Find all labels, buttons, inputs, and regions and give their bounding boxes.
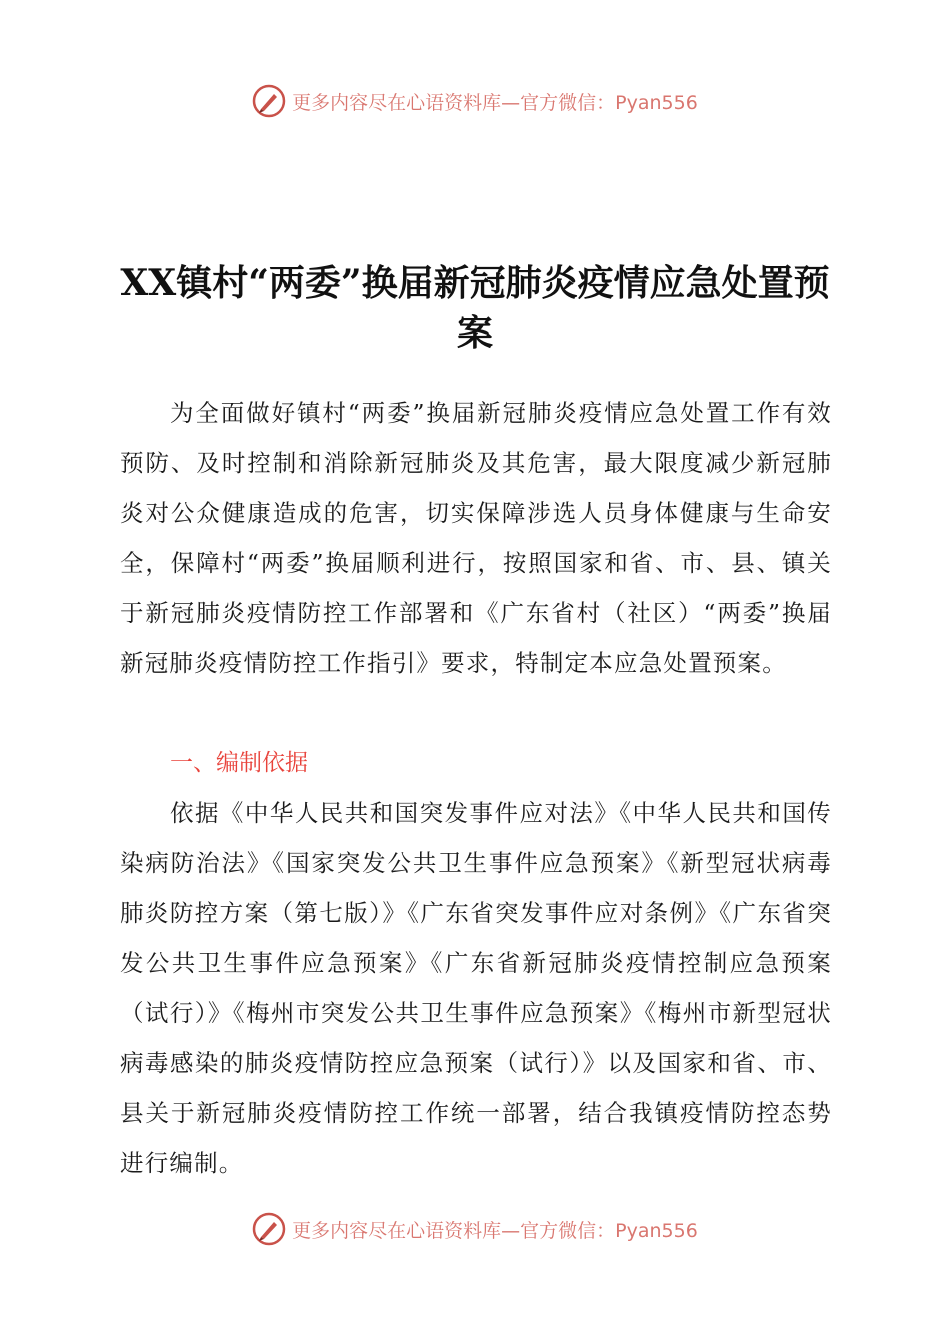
basis-paragraph: 依据《中华人民共和国突发事件应对法》《中华人民共和国传染病防治法》《国家突发公共卫生事件应急预案》《新型冠状病毒肺炎防控方案（第七版）》《广东省突发事件应对条例》《广东省突发公共卫生事件应急预案》《广东省新冠肺炎疫情控制应急预案（试行）》《梅州市突发公共卫生事件应急预案》《梅州市新型冠状病毒感染的肺炎疫情防控应急预案（试行）》以及国家和省、市、县关于新冠肺炎疫情防控工作统一部署，结合我镇疫情防控态势进行编制。 <box>120 799 832 1177</box>
section-heading-basis: 一、编制依据 <box>170 750 308 776</box>
intro-paragraph: 为全面做好镇村“两委”换届新冠肺炎疫情应急处置工作有效预防、及时控制和消除新冠肺炎及其危害，最大限度减少新冠肺炎对公众健康造成的危害，切实保障涉选人员身体健康与生命安全，保障村“两委”换届顺利进行，按照国家和省、市、县、镇关于新冠肺炎疫情防控工作部署和《广东省村（社区）“两委”换届新冠肺炎疫情防控工作指引》要求，特制定本应急处置预案。 <box>120 399 832 677</box>
pen-logo-icon <box>252 1212 286 1246</box>
watermark-text: 更多内容尽在心语资料库—官方微信：Pyan556 <box>292 91 698 114</box>
header-watermark <box>0 84 950 118</box>
document-title: XX镇村“两委”换届新冠肺炎疫情应急处置预案 <box>120 262 830 354</box>
watermark-text: 更多内容尽在心语资料库—官方微信：Pyan556 <box>292 1219 698 1242</box>
pen-logo-icon <box>252 84 286 118</box>
footer-watermark <box>0 1212 950 1246</box>
